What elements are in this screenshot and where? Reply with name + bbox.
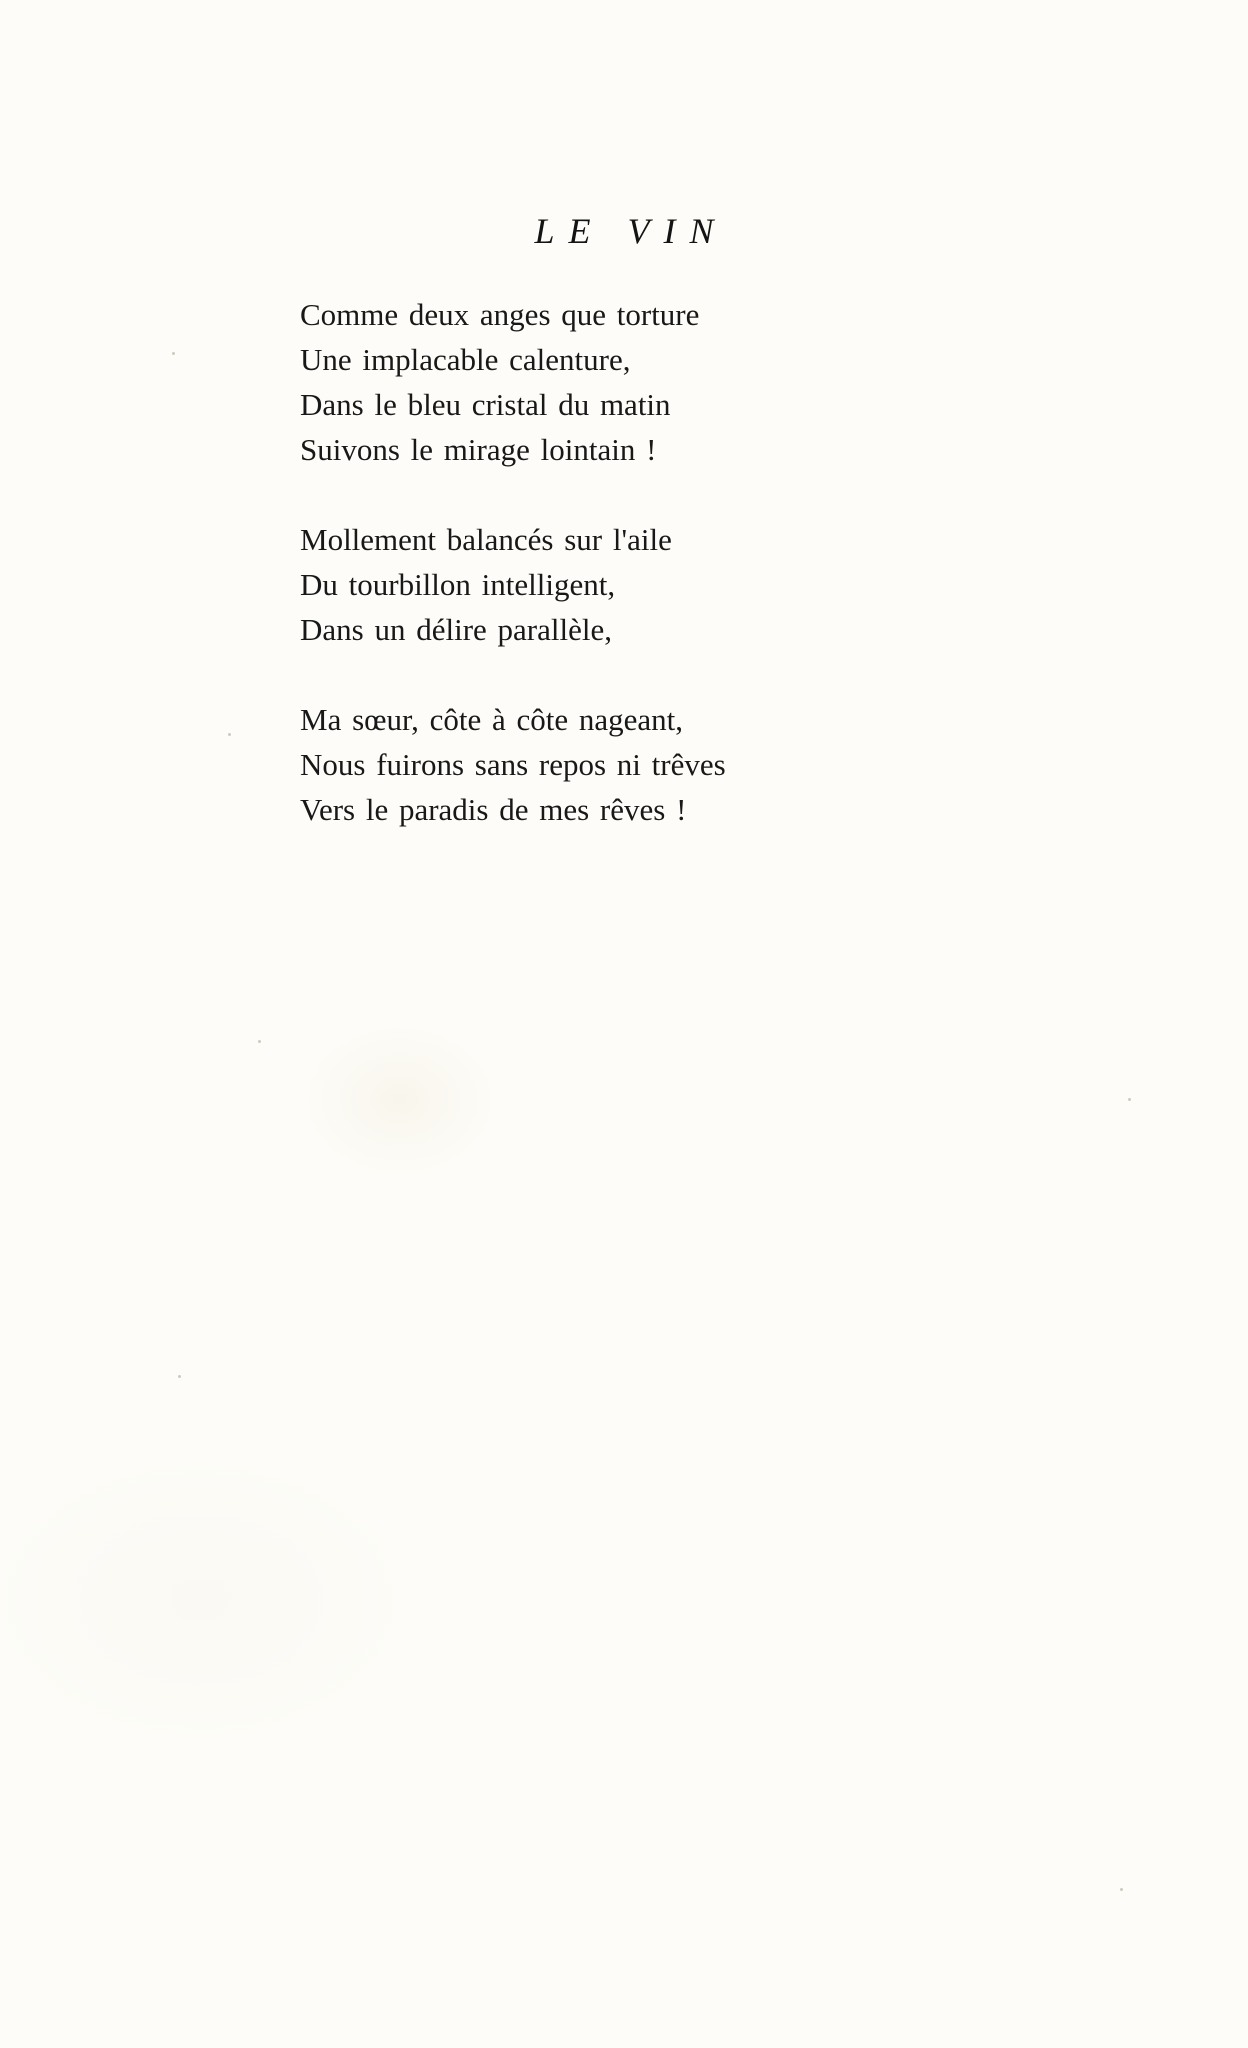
- poem-body: [300, 292, 1180, 877]
- stanza-3: [300, 697, 1180, 832]
- poem-title: [0, 210, 1248, 252]
- verse-line: Ma sœur, côte à côte nageant,: [300, 702, 684, 737]
- paper-speck: [172, 352, 175, 355]
- verse-line: Nous fuirons sans repos ni trêves: [300, 747, 726, 782]
- poem-title-text: LE VIN: [534, 211, 728, 251]
- paper-speck: [1128, 1098, 1131, 1101]
- verse-line: Dans le bleu cristal du matin: [300, 387, 671, 422]
- verse-line: Mollement balancés sur l'aile: [300, 522, 672, 557]
- stanza-1: [300, 292, 1180, 472]
- paper-speck: [258, 1040, 261, 1043]
- verse-line: Du tourbillon intelligent,: [300, 567, 616, 602]
- verse-line: Comme deux anges que torture: [300, 297, 700, 332]
- paper-speck: [178, 1375, 181, 1378]
- verse-line: Une implacable calenture,: [300, 342, 631, 377]
- verse-line: Suivons le mirage lointain !: [300, 432, 657, 467]
- verse-line: Vers le paradis de mes rêves !: [300, 792, 687, 827]
- verse-line: Dans un délire parallèle,: [300, 612, 612, 647]
- paper-speck: [1120, 1888, 1123, 1891]
- stanza-2: [300, 517, 1180, 652]
- paper-speck: [228, 733, 231, 736]
